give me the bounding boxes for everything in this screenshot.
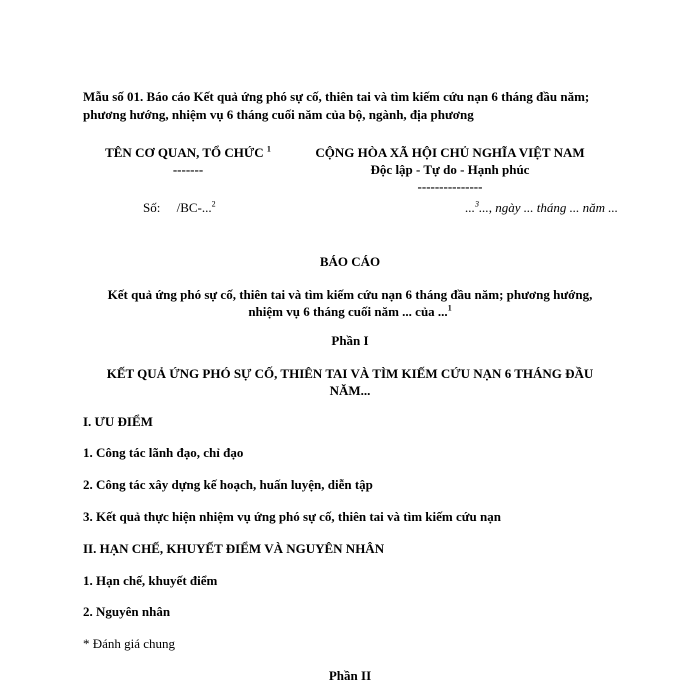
report-subtitle-line2	[70, 303, 630, 320]
report-heading: BÁO CÁO	[319, 254, 381, 269]
number-footnote-ref: 2	[211, 199, 216, 209]
item-shortcomings: 1. Hạn chế, khuyết điểm	[83, 573, 218, 588]
part1-title-line2: NĂM...	[329, 383, 371, 398]
item-leadership: 1. Công tác lãnh đạo, chỉ đạo	[83, 445, 244, 460]
date-footnote-ref: 3	[474, 199, 479, 209]
document-date	[380, 200, 618, 216]
part1-title-line1: KẾT QUẢ ỨNG PHÓ SỰ CỐ, THIÊN TAI VÀ TÌM KIẾM CỨU NẠN 6 THÁNG ĐẦU	[106, 366, 594, 381]
date-prefix: ...	[465, 200, 475, 215]
org-name	[83, 144, 293, 161]
form-title	[83, 88, 643, 124]
org-underline: -------	[172, 162, 204, 177]
org-footnote-ref: 1	[266, 144, 271, 154]
report-subtitle-line2-text: nhiệm vụ 6 tháng cuối năm ... của ...	[248, 304, 448, 319]
report-subtitle	[70, 286, 630, 320]
org-name-text: TÊN CƠ QUAN, TỔ CHỨC	[105, 145, 264, 160]
general-assessment: * Đánh giá chung	[83, 636, 176, 651]
national-motto: Độc lập - Tự do - Hạnh phúc	[370, 162, 530, 177]
number-label: Số:	[143, 200, 161, 215]
item-planning-training: 2. Công tác xây dựng kế hoạch, huấn luyện, diễn tập	[83, 477, 373, 492]
form-title-line1: Mẫu số 01. Báo cáo Kết quả ứng phó sự cố, thiên tai và tìm kiếm cứu nạn 6 tháng đầu năm;	[83, 89, 590, 104]
section-limitations: II. HẠN CHẾ, KHUYẾT ĐIỂM VÀ NGUYÊN NHÂN	[83, 541, 385, 556]
number-value: /BC-...	[176, 200, 212, 215]
item-results: 3. Kết quả thực hiện nhiệm vụ ứng phó sự cố, thiên tai và tìm kiếm cứu nạn	[83, 509, 501, 524]
part1-label: Phần I	[331, 333, 369, 348]
form-title-line2: phương hướng, nhiệm vụ 6 tháng cuối năm của bộ, ngành, địa phương	[83, 107, 474, 122]
subtitle-footnote-ref: 1	[447, 303, 452, 313]
country-name: CỘNG HÒA XÃ HỘI CHỦ NGHĨA VIỆT NAM	[315, 145, 585, 160]
report-subtitle-line1: Kết quả ứng phó sự cố, thiên tai và tìm kiếm cứu nạn 6 tháng đầu năm; phương hướng,	[107, 287, 593, 302]
motto-underline: ---------------	[417, 179, 483, 194]
header-national	[295, 144, 605, 195]
header-organization	[83, 144, 293, 178]
item-causes: 2. Nguyên nhân	[83, 604, 171, 619]
part2-label: Phần II	[328, 668, 372, 683]
part1-title	[70, 365, 630, 399]
document-number	[143, 200, 216, 216]
date-suffix: ..., ngày ... tháng ... năm ...	[478, 200, 618, 215]
section-strengths: I. ƯU ĐIỂM	[83, 414, 153, 429]
